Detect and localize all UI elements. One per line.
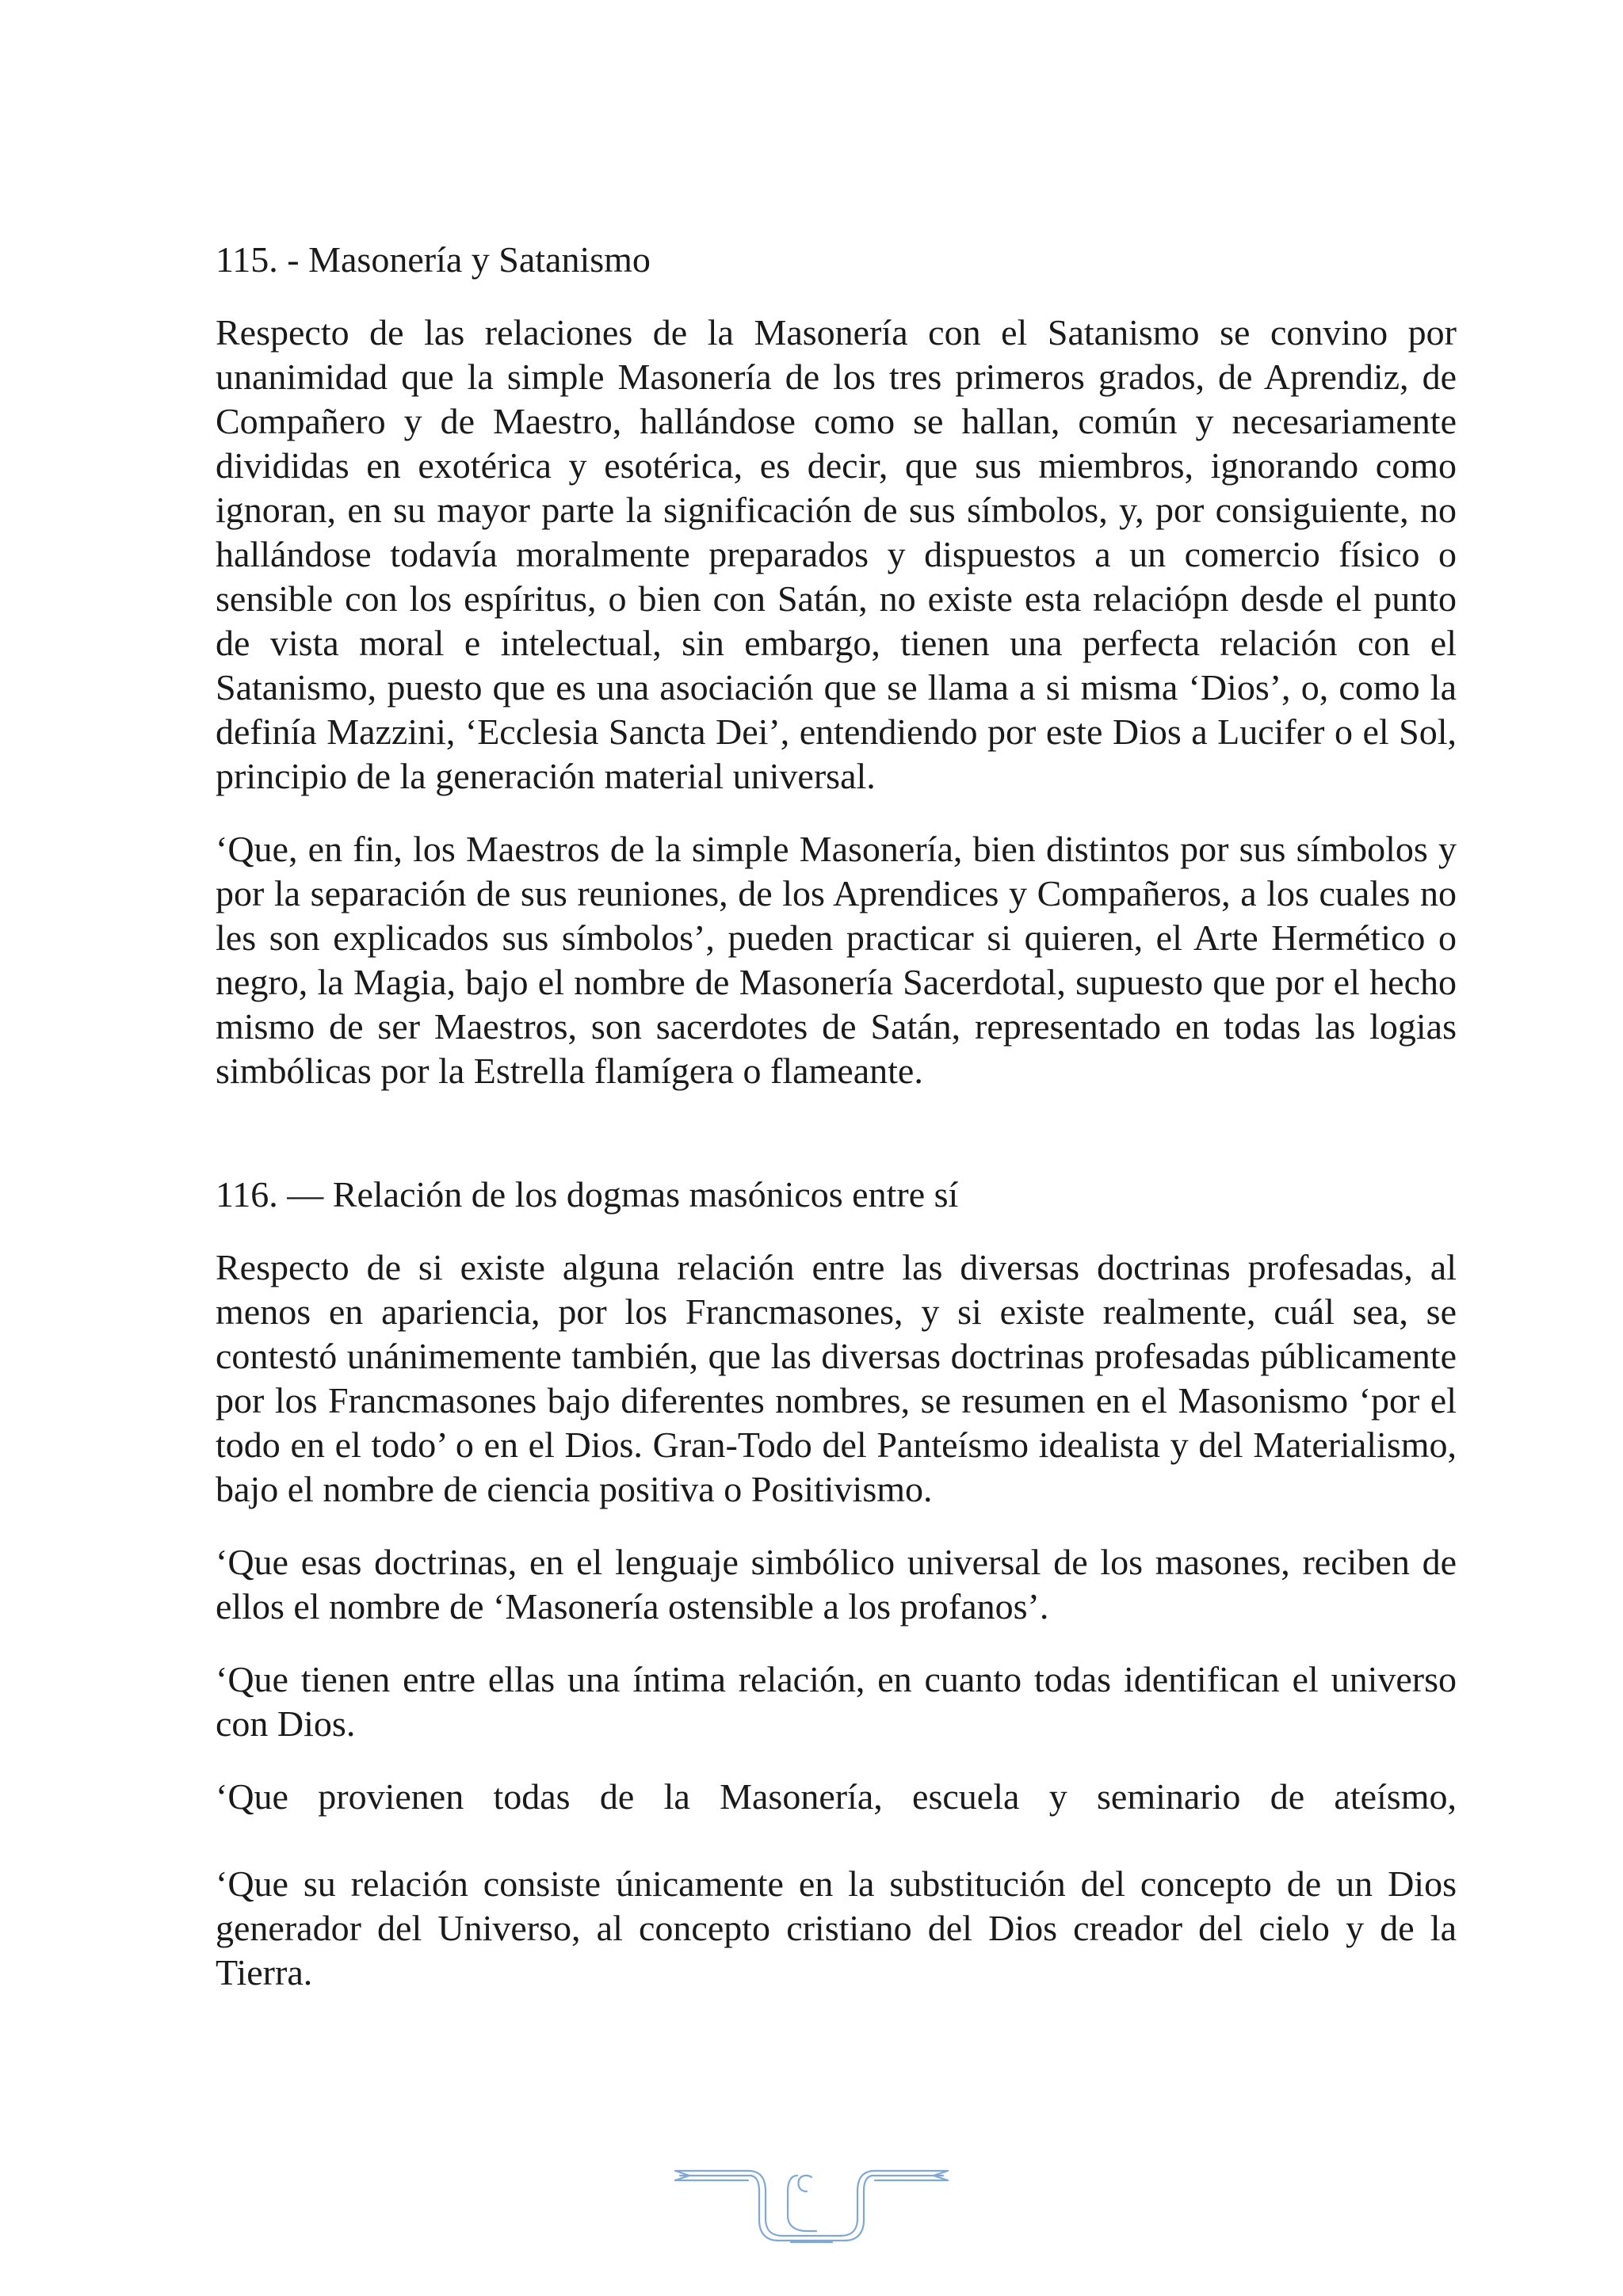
section-heading: 115. - Masonería y Satanismo <box>216 239 651 280</box>
scroll-ornament-icon <box>672 2160 951 2247</box>
paragraph: ‘Que, en fin, los Maestros de la simple Masonería, bien distintos por sus símbolos y por la separación de sus reuniones, de los Aprendices y Compañeros, a los cuales no les son explicados sus símbolos’, pueden practicar si quieren, el Arte Hermético o negro, la Magia, bajo el nombre de Masonería Sacerdotal, supuesto que por el hecho mismo de ser Maestros, son sacerdotes de Satán, representado en todas las logias simbólicas por la Estrella flamígera o flameante. <box>216 829 1457 1091</box>
paragraph: ‘Que provienen todas de la Masonería, escuela y seminario de ateísmo, <box>216 1776 1457 1817</box>
document-page <box>216 238 1457 2023</box>
section-spacer <box>216 1122 1457 1173</box>
paragraph: Respecto de las relaciones de la Masonería con el Satanismo se convino por unanimidad que la simple Masonería de los tres primeros grados, de Aprendiz, de Compañero y de Maestro, hallándose como se hallan, común y necesariamente divididas en exotérica y esotérica, es decir, que sus miembros, ignorando como ignoran, en su mayor parte la significación de sus símbolos, y, por consiguiente, no hallándose todavía moralmente preparados y dispuestos a un comercio físico o sensible con los espíritus, o bien con Satán, no existe esta relaciópn desde el punto de vista moral e intelectual, sin embargo, tienen una perfecta relación con el Satanismo, puesto que es una asociación que se llama a si misma ‘Dios’, o, como la definía Mazzini, ‘Ecclesia Sancta Dei’, entendiendo por este Dios a Lucifer o el Sol, principio de la generación material universal. <box>216 312 1457 796</box>
paragraph: ‘Que tienen entre ellas una íntima relación, en cuanto todas identifican el universo con Dios. <box>216 1659 1457 1744</box>
paragraph: Respecto de si existe alguna relación entre las diversas doctrinas profesadas, al menos en apariencia, por los Francmasones, y si existe realmente, cuál sea, se contestó unánimemente también, que las diversas doctrinas profesadas públicamente por los Francmasones bajo diferentes nombres, se resumen en el Masonismo ‘por el todo en el todo’ o en el Dios. Gran-Todo del Panteísmo idealista y del Materialismo, bajo el nombre de ciencia positiva o Positivismo. <box>216 1247 1457 1509</box>
section-heading: 116. — Relación de los dogmas masónicos entre sí <box>216 1174 959 1215</box>
paragraph: ‘Que su relación consiste únicamente en la substitución del concepto de un Dios generador del Universo, al concepto cristiano del Dios creador del cielo y de la Tierra. <box>216 1863 1457 1993</box>
section-115 <box>216 238 1457 1093</box>
section-116 <box>216 1173 1457 1995</box>
paragraph-spacer <box>216 1848 1457 1862</box>
paragraph: ‘Que esas doctrinas, en el lenguaje simbólico universal de los masones, reciben de ellos el nombre de ‘Masonería ostensible a los profanos’. <box>216 1542 1457 1627</box>
